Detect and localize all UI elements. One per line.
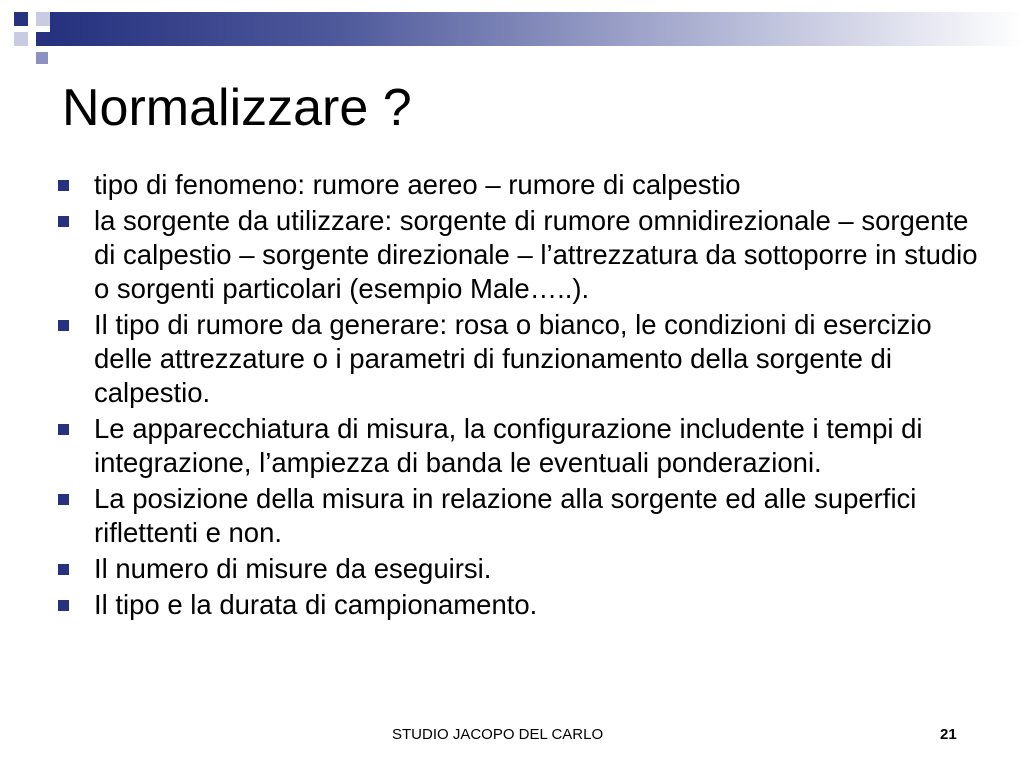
bullet-text: la sorgente da utilizzare: sorgente di rumore omnidirezionale – sorgente di calpestio – sorgente direzionale – l’attrezzatura da sottoporre in studio o sorgenti particolari (esempio Male…..). — [94, 205, 978, 304]
bullet-text: Il tipo di rumore da generare: rosa o bianco, le condizioni di esercizio delle attrezzature o i parametri di funzionamento della sorgente di calpestio. — [94, 309, 932, 408]
bullet-item — [56, 168, 996, 202]
square-bullet-icon — [58, 494, 69, 505]
bullet-list — [56, 168, 996, 624]
square-bullet-icon — [58, 424, 69, 435]
bullet-text: La posizione della misura in relazione alla sorgente ed alle superfici riflettenti e non. — [94, 483, 917, 548]
footer-text: STUDIO JACOPO DEL CARLO — [392, 726, 604, 743]
square-bullet-icon — [58, 180, 69, 191]
decor-square-icon — [36, 52, 48, 64]
square-bullet-icon — [58, 564, 69, 575]
decor-square-icon — [14, 12, 28, 26]
page-number: 21 — [940, 726, 957, 743]
bullet-item — [56, 412, 996, 480]
bullet-item — [56, 552, 996, 586]
square-bullet-icon — [58, 600, 69, 611]
header-decoration — [0, 12, 1024, 48]
decor-square-icon — [36, 32, 50, 46]
square-bullet-icon — [58, 216, 69, 227]
bullet-item — [56, 308, 996, 410]
decor-square-icon — [36, 12, 50, 26]
bullet-item — [56, 482, 996, 550]
bullet-item — [56, 204, 996, 306]
bullet-text: tipo di fenomeno: rumore aereo – rumore di calpestio — [94, 169, 741, 200]
slide-footer — [0, 726, 1024, 746]
slide-title: Normalizzare ? — [62, 79, 412, 137]
bullet-text: Il tipo e la durata di campionamento. — [94, 589, 538, 620]
bullet-item — [56, 588, 996, 622]
decor-square-icon — [14, 32, 28, 46]
bullet-text: Le apparecchiatura di misura, la configurazione includente i tempi di integrazione, l’ampiezza di banda le eventuali ponderazioni. — [94, 413, 923, 478]
square-bullet-icon — [58, 320, 69, 331]
gradient-bar — [50, 12, 1024, 46]
bullet-text: Il numero di misure da eseguirsi. — [94, 553, 492, 584]
